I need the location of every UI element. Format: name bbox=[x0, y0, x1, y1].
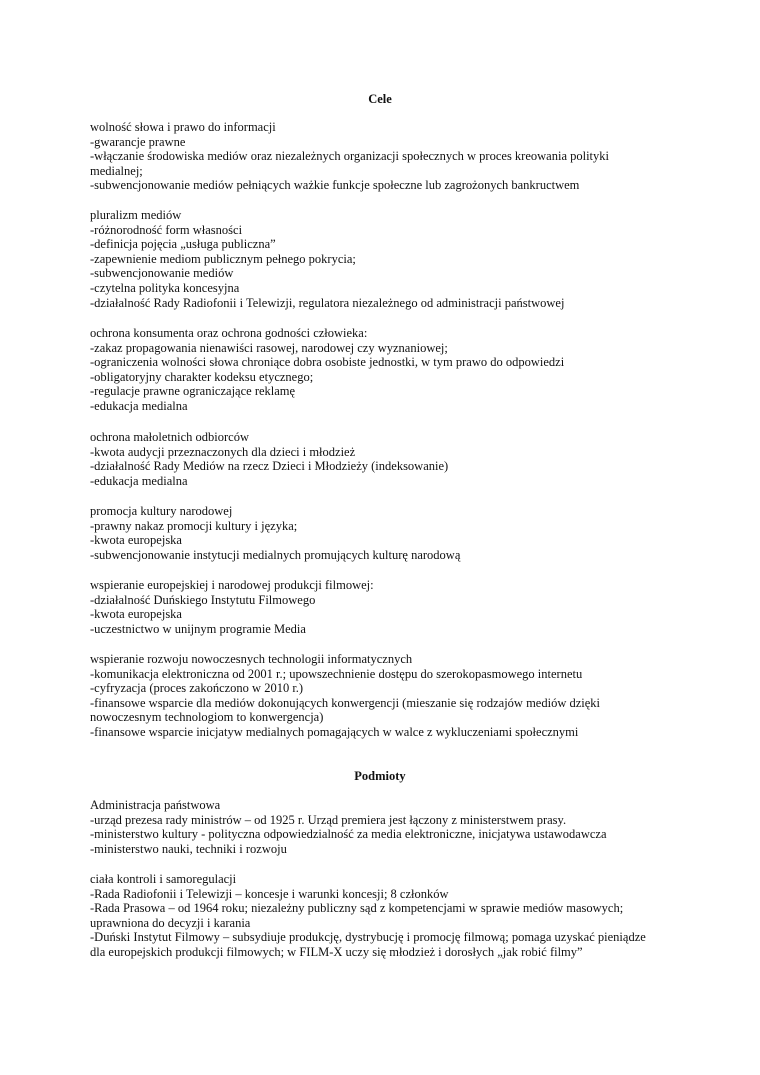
list-item: -kwota audycji przeznaczonych dla dzieci i młodzież bbox=[90, 444, 356, 459]
list-item: -ministerstwo kultury - polityczna odpowiedzialność za media elektroniczne, inicjatywa ustawodawcza bbox=[90, 827, 607, 842]
heading-cele: Cele bbox=[368, 92, 392, 106]
list-item: -komunikacja elektroniczna od 2001 r.; upowszechnienie dostępu do szerokopasmowego internetu bbox=[90, 666, 583, 681]
section-title: wspieranie europejskiej i narodowej produkcji filmowej: bbox=[90, 578, 374, 592]
list-item: -zakaz propagowania nienawiści rasowej, narodowej czy wyznaniowej; bbox=[90, 340, 448, 355]
section-pluralizm bbox=[90, 208, 680, 310]
section-ochrona-konsumenta bbox=[90, 326, 680, 414]
list-item: -subwencjonowanie mediów pełniących ważkie funkcje społeczne lub zagrożonych bankructwem bbox=[90, 178, 580, 193]
section-title: Administracja państwowa bbox=[90, 798, 221, 812]
heading-podmioty: Podmioty bbox=[354, 769, 406, 783]
list-item: -działalność Rady Radiofonii i Telewizji, regulatora niezależnego od administracji państwowej bbox=[90, 295, 565, 310]
section-promocja-kultury bbox=[90, 504, 680, 562]
list-item: dla europejskich produkcji filmowych; w FILM-X uczy się młodzież i dorosłych „jak robić filmy” bbox=[90, 944, 583, 959]
list-item: -definicja pojęcia „usługa publiczna” bbox=[90, 237, 276, 252]
list-item: -zapewnienie mediom publicznym pełnego pokrycia; bbox=[90, 251, 356, 266]
section-title: wolność słowa i prawo do informacji bbox=[90, 120, 276, 134]
list-item: -gwarancje prawne bbox=[90, 134, 186, 149]
list-item: -kwota europejska bbox=[90, 607, 182, 622]
list-item: -finansowe wsparcie dla mediów dokonujących konwergencji (mieszanie się rodzajów mediów dzięki bbox=[90, 695, 601, 710]
list-item: -Rada Prasowa – od 1964 roku; niezależny publiczny sąd z kompetencjami w sprawie mediów masowych; bbox=[90, 901, 624, 916]
section-title: promocja kultury narodowej bbox=[90, 504, 233, 518]
list-item: -finansowe wsparcie inicjatyw medialnych pomagających w walce z wykluczeniami społecznymi bbox=[90, 724, 579, 739]
section-administracja bbox=[90, 798, 680, 856]
list-item: -urząd prezesa rady ministrów – od 1925 r. Urząd premiera jest łączony z ministerstwem prasy. bbox=[90, 812, 567, 827]
section-wolnosc-slowa bbox=[90, 120, 680, 193]
list-item: -Duński Instytut Filmowy – subsydiuje produkcję, dystrybucję i promocję filmową; pomaga uzyskać pieniądze bbox=[90, 930, 646, 945]
list-item: -działalność Duńskiego Instytutu Filmowego bbox=[90, 592, 316, 607]
section-title: ochrona konsumenta oraz ochrona godności człowieka: bbox=[90, 326, 368, 340]
section-ochrona-maloletnich bbox=[90, 430, 680, 488]
list-item: -kwota europejska bbox=[90, 533, 182, 548]
list-item: -włączanie środowiska mediów oraz niezależnych organizacji społecznych w proces kreowania polityki bbox=[90, 149, 610, 164]
list-item: nowoczesnym technologiom to konwergencja) bbox=[90, 710, 324, 725]
section-produkcja-filmowa bbox=[90, 578, 680, 636]
section-title: ochrona małoletnich odbiorców bbox=[90, 430, 249, 444]
list-item: -różnorodność form własności bbox=[90, 222, 243, 237]
list-item: uprawniona do decyzji i karania bbox=[90, 915, 251, 930]
list-item: -regulacje prawne ograniczające reklamę bbox=[90, 384, 296, 399]
list-item: -uczestnictwo w unijnym programie Media bbox=[90, 621, 306, 636]
list-item: -Rada Radiofonii i Telewizji – koncesje i warunki koncesji; 8 członków bbox=[90, 886, 449, 901]
list-item: medialnej; bbox=[90, 163, 143, 178]
list-item: -działalność Rady Mediów na rzecz Dzieci i Młodzieży (indeksowanie) bbox=[90, 459, 449, 474]
section-title: ciała kontroli i samoregulacji bbox=[90, 872, 237, 886]
list-item: -edukacja medialna bbox=[90, 398, 188, 413]
list-item: -ministerstwo nauki, techniki i rozwoju bbox=[90, 841, 287, 856]
section-title: wspieranie rozwoju nowoczesnych technologii informatycznych bbox=[90, 652, 413, 666]
list-item: -subwencjonowanie mediów bbox=[90, 266, 234, 281]
list-item: -czytelna polityka koncesyjna bbox=[90, 280, 240, 295]
section-ciala-kontroli bbox=[90, 872, 680, 960]
section-technologie bbox=[90, 652, 680, 740]
list-item: -obligatoryjny charakter kodeksu etycznego; bbox=[90, 369, 314, 384]
list-item: -ograniczenia wolności słowa chroniące dobra osobiste jednostki, w tym prawo do odpowiedzi bbox=[90, 355, 565, 370]
section-title: pluralizm mediów bbox=[90, 208, 182, 222]
list-item: -prawny nakaz promocji kultury i języka; bbox=[90, 518, 298, 533]
list-item: -cyfryzacja (proces zakończono w 2010 r.) bbox=[90, 681, 304, 696]
list-item: -subwencjonowanie instytucji medialnych promujących kulturę narodową bbox=[90, 547, 461, 562]
list-item: -edukacja medialna bbox=[90, 473, 188, 488]
